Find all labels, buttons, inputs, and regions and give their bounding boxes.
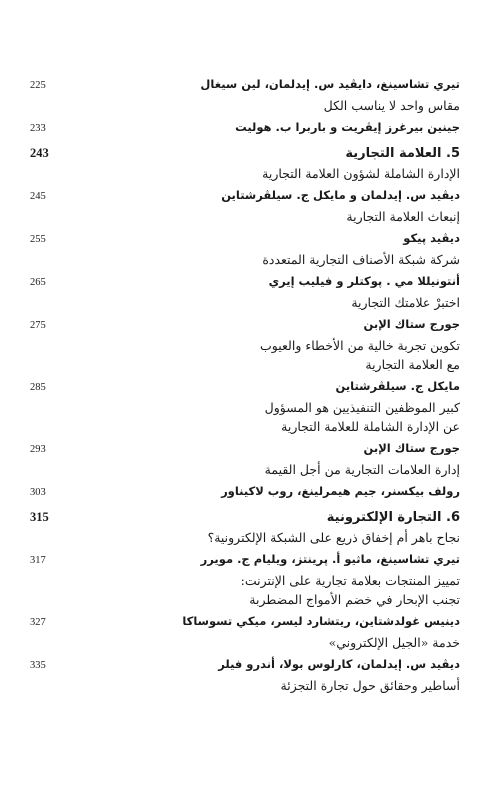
entry-author: تيري تشاسينغ، ماثيو أ. پرينتز، ويليام ج. مويرر (200, 552, 460, 566)
toc-entry (30, 376, 460, 398)
toc-entry (30, 74, 460, 96)
entry-title: تجنب الإبحار في خضم الأمواج المضطربة (249, 592, 460, 607)
entry-title: عن الإدارة الشاملة للعلامة التجارية (281, 419, 460, 434)
section-title: 6. التجارة الإلكترونية (326, 510, 460, 525)
entry-author: ديڤيد س. إيدلمان و مايكل ج. سيلڤرشتاين (221, 188, 460, 202)
table-of-contents (30, 74, 460, 695)
toc-entry (30, 549, 460, 571)
entry-author: ديڤيد پيكو (403, 231, 460, 245)
entry-title: نجاح باهر أم إخفاق ذريع على الشبكة الإلكترونية؟ (207, 530, 460, 545)
entry-title: إنبعاث العلامة التجارية (346, 209, 460, 224)
page-number: 317 (30, 555, 46, 566)
page-number: 225 (30, 80, 46, 91)
page-number: 243 (30, 146, 49, 160)
entry-title: الإدارة الشاملة لشؤون العلامة التجارية (262, 166, 460, 181)
toc-entry (30, 481, 460, 503)
toc-entry (30, 314, 460, 336)
page-number: 245 (30, 191, 46, 202)
page-number: 293 (30, 444, 46, 455)
entry-author: أنتونيللا مي . پوكتلر و فيليب إيري (268, 274, 460, 288)
toc-entry (30, 228, 460, 250)
entry-title: مع العلامة التجارية (365, 357, 460, 372)
toc-entry (30, 185, 460, 207)
entry-title: إدارة العلامات التجارية من أجل القيمة (264, 462, 460, 477)
page-number: 285 (30, 382, 46, 393)
page-number: 265 (30, 277, 46, 288)
entry-author: تيري تشاسينغ، دايڤيد س. إيدلمان، لين سيغال (200, 77, 460, 91)
toc-entry (30, 117, 460, 139)
entry-author: مايكل ج. سيلڤرشتاين (335, 379, 460, 393)
entry-title: تكوين تجربة خالية من الأخطاء والعيوب (260, 338, 460, 353)
entry-title: كبير الموظفين التنفيذيين هو المسؤول (264, 400, 460, 415)
page-number: 233 (30, 123, 46, 134)
entry-title: خدمة «الجيل الإلكتروني» (328, 635, 460, 650)
entry-author: جورج ستاك الإبن (363, 317, 460, 331)
entry-author: رولف بيكسنر، جيم هيمرلينغ، روب لاكيناور (221, 484, 460, 498)
section-heading (30, 507, 460, 528)
page-number: 275 (30, 320, 46, 331)
entry-title: تمييز المنتجات بعلامة تجارية على الإنترنت: (240, 573, 460, 588)
page-number: 303 (30, 487, 46, 498)
toc-entry (30, 438, 460, 460)
page-number: 315 (30, 510, 49, 524)
entry-author: ديڤيد س. إيدلمان، كارلوس بولا، أندرو فيلر (218, 657, 460, 671)
entry-author: دينيس غولدشتاين، ريتشارد ليسر، ميكي تسوساكا (182, 614, 460, 628)
entry-title: مقاس واحد لا يناسب الكل (323, 98, 460, 113)
entry-author: جينين بيرغرز إيڤريت و باربرا ب. هوليت (235, 120, 460, 134)
entry-title: شركة شبكة الأصناف التجارية المتعددة (262, 252, 460, 267)
page-number: 335 (30, 660, 46, 671)
entry-title: أساطير وحقائق حول تجارة التجزئة (280, 678, 460, 693)
section-title: 5. العلامة التجارية (345, 146, 460, 161)
section-heading (30, 143, 460, 164)
toc-entry (30, 611, 460, 633)
toc-entry (30, 654, 460, 676)
page-number: 327 (30, 617, 46, 628)
entry-author: جورج ستاك الإبن (363, 441, 460, 455)
entry-title: اختبرْ علامتك التجارية (351, 295, 460, 310)
toc-entry (30, 271, 460, 293)
page-number: 255 (30, 234, 46, 245)
